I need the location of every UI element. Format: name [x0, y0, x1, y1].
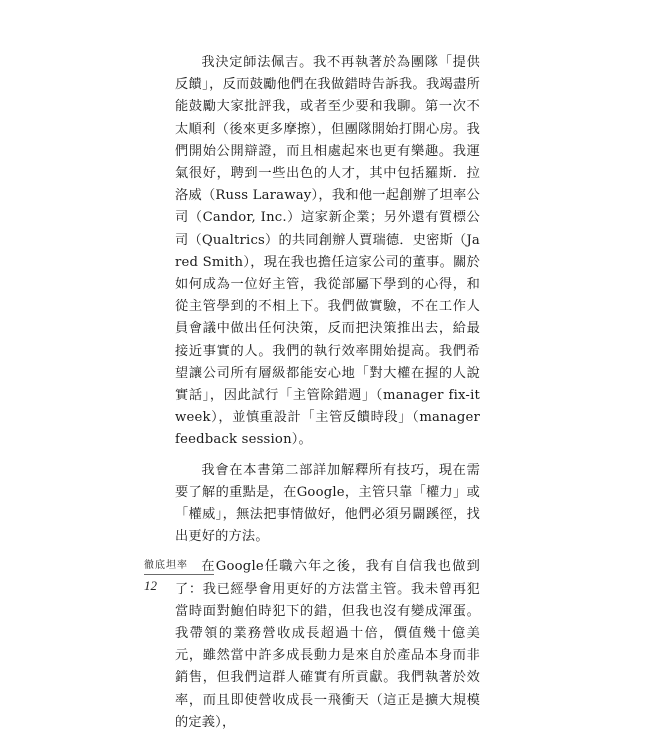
running-title: 徹底坦率: [144, 556, 214, 575]
body-text: [175, 52, 480, 742]
paragraph-1: 我決定師法佩吉。我不再執著於為團隊「提供反饋」，反而鼓勵他們在我做錯時告訴我。我竭盡所能鼓勵大家批評我，或者至少要和我聊。第一次不太順利（後來更多摩擦），但團隊開始打開心房。我們開始公開辯證，而且相處起來也更有樂趣。我運氣很好，聘到一些出色的人才，其中包括羅斯．拉洛威（Russ Laraway），我和他一起創辦了坦率公司（Candor, Inc.）這家新企業；另外還有質標公司（Qualtrics）的共同創辦人賈瑞德．史密斯（Jared Smith），現在我也擔任這家公司的董事。關於如何成為一位好主管，我從部屬下學到的心得，和從主管學到的不相上下。我們做實驗，不在工作人員會議中做出任何決策，反而把決策推出去，給最接近事實的人。我們的執行效率開始提高。我們希望讓公司所有層級都能安心地「對大權在握的人說實話」，因此試行「主管除錯週」（manager fix-it week），並慎重設計「主管反饋時段」（manager feedback session）。: [175, 55, 480, 448]
page-footer: [144, 556, 214, 594]
paragraph-3: 在Google任職六年之後，我有自信我也做到了：我已經學會用更好的方法當主管。我未曾再犯當時面對鮑伯時犯下的錯，但我也沒有變成渾蛋。我帶領的業務營收成長超過十倍，價值幾十億美元，雖然當中許多成長動力是來自於產品本身而非銷售，但我們這群人確實有所貢獻。我們執著於效率，而且即使營收成長一飛衝天（這正是擴大規模的定義），: [175, 559, 480, 730]
page-number: 12: [144, 578, 157, 593]
paragraph-2: 我會在本書第二部詳加解釋所有技巧，現在需要了解的重點是，在Google，主管只靠「權力」或「權威」，無法把事情做好，他們必須另闢蹊徑，找出更好的方法。: [175, 462, 480, 545]
